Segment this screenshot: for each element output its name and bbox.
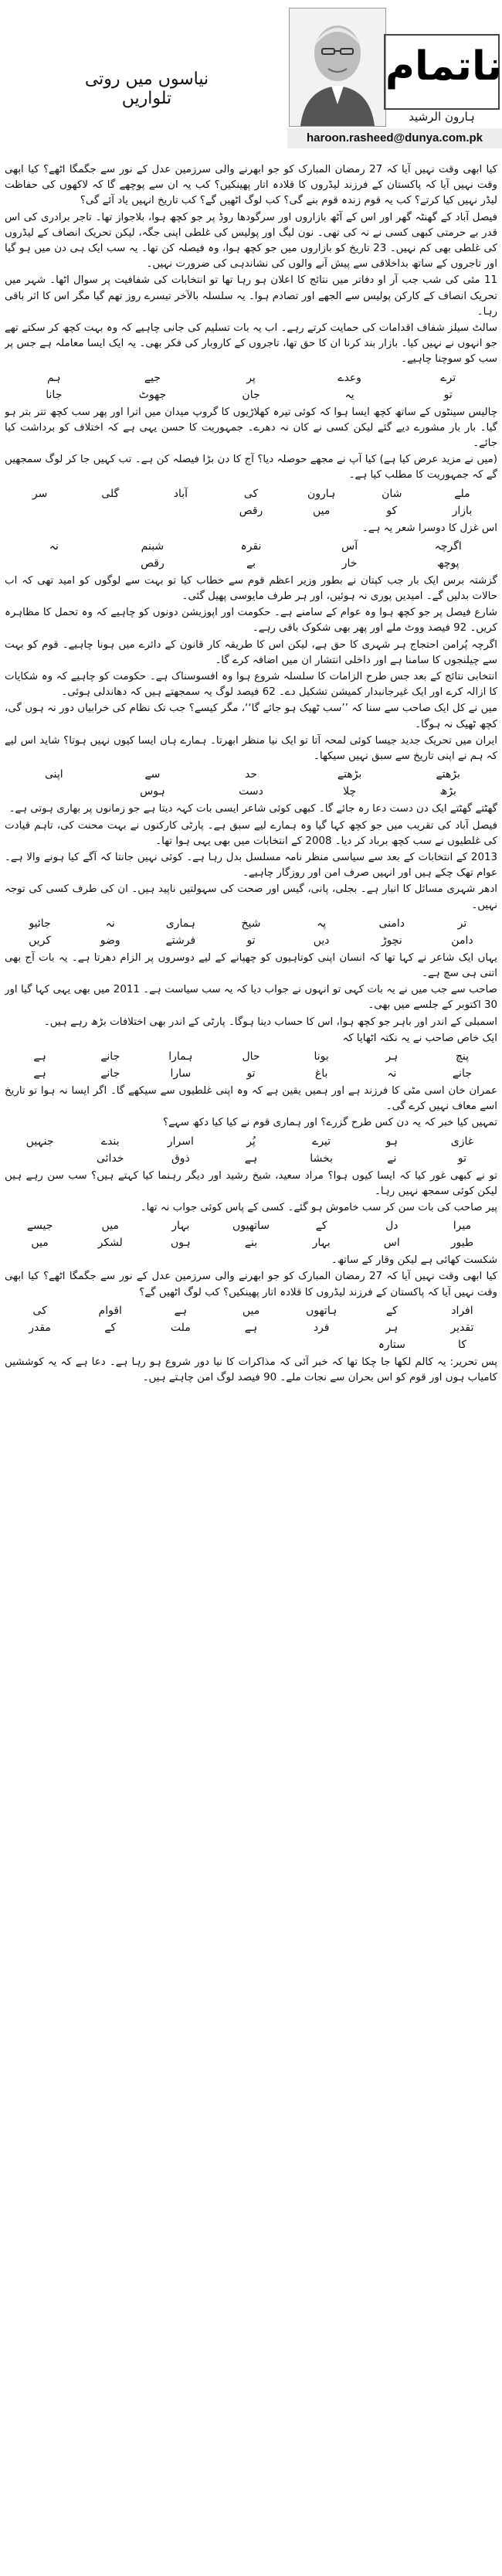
- verse-couplet: [5, 1133, 497, 1167]
- verse-word: میرا: [453, 1220, 472, 1233]
- verse-word: بہار: [171, 1220, 190, 1233]
- verse-word: ستارہ: [378, 1338, 405, 1351]
- verse-word: پوچھ: [436, 556, 460, 570]
- verse-word: ہوس: [140, 785, 165, 798]
- verse-word: نہ: [387, 1067, 397, 1080]
- verse-word: آس: [341, 539, 358, 553]
- verse-word: کی: [32, 1304, 47, 1317]
- verse-word: اسرار: [167, 1135, 194, 1148]
- verse-word: چلا: [343, 785, 357, 798]
- verse-word: میں: [312, 504, 331, 517]
- body-paragraph: شارع فیصل پر جو کچھ ہوا وہ عوام کے سامنے ہے۔ حکومت اور اپوزیشن دونوں کو چاہیے کہ وہ تحمل کا مظاہرہ کریں۔ 92 فیصد ووٹ ملے اور پھر بھی شکوک باقی رہے۔: [5, 607, 497, 635]
- verse-word: ہارون: [307, 487, 336, 500]
- body-paragraph: (میں نے مزید عرض کیا ہے) کیا آپ نے مجھے حوصلہ دیا؟ آج کا دن بڑا فیصلہ کن ہے۔ تب کہیں جا کر لوگ سمجھیں گے کہ جمہوریت کا مطلب کیا ہے۔: [5, 454, 497, 482]
- verse-word: جائیو: [29, 917, 51, 930]
- column-headline: نیاسوں میں روتی تلواریں: [84, 70, 209, 108]
- verse-word: اگرچہ: [434, 539, 462, 553]
- verse-word: بنے: [244, 1237, 258, 1250]
- verse-word: سارا: [170, 1067, 192, 1080]
- verse-word: آباد: [173, 487, 188, 500]
- verse-word: دامن: [451, 934, 473, 947]
- verse-word: بازار: [452, 504, 473, 517]
- verse-word: ہے: [33, 1050, 46, 1063]
- verse-word: میں: [101, 1220, 119, 1233]
- verse-word: دیں: [313, 934, 330, 947]
- body-paragraph: سالٹ سیلز شفاف اقدامات کی حمایت کرتے رہے۔ اب یہ بات تسلیم کی جانی چاہیے کہ وہ بہت کچھ کر سکتے تھے جو انہوں نے نہیں کیا۔ بازار بند کرنا ان کا حق تھا، تاجروں کے کاروبار کی فکر بھی۔ یہ ایک ایسا معاملہ ہے جس پر سب کو سوچنا چاہیے۔: [5, 322, 497, 366]
- verse-word: فرشتے: [165, 934, 196, 947]
- verse-word: ہے: [244, 1152, 258, 1165]
- author-email: haroon.rasheed@dunya.com.pk: [287, 128, 502, 148]
- verse-word: گلی: [101, 487, 120, 500]
- verse-word: جیے: [144, 371, 161, 384]
- verse-word: جان: [242, 388, 260, 401]
- verse-word: ہے: [33, 1067, 46, 1080]
- verse-word: شان: [382, 487, 402, 500]
- verse-word: لشکر: [97, 1237, 123, 1250]
- body-paragraph: تو نے کبھی غور کیا کہ ایسا کیوں ہوا؟ مراد سعید، شیخ رشید اور دیگر رہنما کیا کہتے ہیں؟ سب سن رہے ہیں لیکن کوئی سمجھ نہیں رہا۔: [5, 1169, 497, 1197]
- verse-word: تقدیر: [450, 1321, 474, 1334]
- verse-word: خدائی: [96, 1152, 124, 1165]
- author-portrait-icon: [290, 9, 385, 126]
- verse-word: تو: [457, 1152, 466, 1165]
- verse-word: ہم: [47, 371, 61, 384]
- verse-word: رقص: [141, 556, 165, 570]
- column-body: [5, 162, 497, 2576]
- body-paragraph: صاحب سے جب میں نے یہ بات کہی تو انہوں نے جواب دیا کہ یہ سب سیاست ہے۔ 2011 میں بھی یہی کہا گیا اور 30 اکتوبر کے جلسے میں بھی۔: [5, 984, 497, 1012]
- body-paragraph: ایران میں تحریک جدید جیسا کوئی لمحہ آتا تو ایک نیا منظر ابھرتا۔ ہمارے ہاں ایسا کیوں نہیں ہوتا؟ شاید اس لیے کہ ہم نے اپنی تاریخ سے سبق نہیں سیکھا۔: [5, 734, 497, 763]
- verse-word: ہاتھوں: [305, 1304, 337, 1317]
- verse-word: پنچ: [455, 1050, 470, 1063]
- verse-word: جانا: [46, 388, 63, 401]
- verse-word: کریں: [29, 934, 52, 947]
- verse-word: تو: [443, 388, 453, 401]
- verse-couplet: [5, 766, 497, 800]
- verse-couplet: [5, 1217, 497, 1251]
- verse-word: اقوام: [98, 1304, 122, 1317]
- verse-word: ہو: [385, 1135, 398, 1148]
- verse-word: دل: [385, 1220, 399, 1233]
- verse-word: اپنی: [44, 768, 63, 781]
- body-paragraph: انتخابی نتائج کے بعد جس طرح الزامات کا سلسلہ شروع ہوا وہ افسوسناک ہے۔ حکومت کو چاہیے کہ وہ شکایات کا ازالہ کرے اور ایک غیرجانبدار کمیشن تشکیل دے۔ 62 فیصد لوگ یہ سمجھتے ہیں کہ دھاندلی ہوئی۔: [5, 671, 497, 699]
- verse-couplet: [5, 485, 497, 519]
- body-paragraph: ایک خاص صاحب نے یہ نکتہ اٹھایا کہ: [342, 1032, 497, 1044]
- verse-couplet: [5, 1048, 497, 1082]
- verse-word: کا: [457, 1338, 466, 1351]
- verse-word: پہ: [317, 917, 327, 930]
- body-paragraph: میں نے کل ایک صاحب سے سنا کہ ’’سب ٹھیک ہو جائے گا‘‘، مگر کیسے؟ جب تک نظام کی خرابیاں دور نہ ہوں گی، کچھ ٹھیک نہ ہوگا۔: [5, 703, 497, 730]
- verse-word: غازی: [450, 1135, 474, 1148]
- verse-word: تو: [246, 1067, 256, 1080]
- verse-word: نہ: [105, 917, 115, 930]
- author-name: ہارون الرشید: [409, 110, 475, 124]
- verse-word: ہماری: [165, 917, 195, 930]
- verse-word: ہمارا: [168, 1050, 193, 1063]
- verse-word: ہر: [385, 1321, 399, 1334]
- verse-word: شبنم: [141, 539, 165, 553]
- verse-word: بندے: [100, 1135, 120, 1148]
- verse-word: سے: [144, 768, 161, 781]
- verse-word: حال: [242, 1050, 260, 1063]
- verse-word: میں: [31, 1237, 49, 1250]
- verse-word: کے: [315, 1220, 327, 1233]
- verse-word: اس: [383, 1237, 400, 1250]
- column-name: ناتمام: [385, 43, 502, 90]
- verse-word: نچوڑ: [381, 934, 402, 947]
- verse-word: بخشا: [310, 1152, 333, 1165]
- verse-word: پر: [246, 371, 256, 384]
- verse-word: باغ: [314, 1067, 328, 1080]
- verse-word: جانے: [100, 1050, 120, 1063]
- verse-word: نہ: [49, 539, 59, 553]
- verse-word: جنہیں: [25, 1135, 54, 1148]
- verse-word: افراد: [451, 1304, 473, 1317]
- verse-word: ملے: [454, 487, 470, 500]
- body-paragraph: فیصل آباد کے گھنٹہ گھر اور اس کے آٹھ بازاروں اور سرگودھا روڈ پر جو کچھ ہوا، بلاجواز تھا۔ تاجر برادری کی اس قدر بے حرمتی کبھی کسی نے نہ کی تھی۔ نون لیگ اور پولیس کی غلطی اپنی جگہ، لیکن تحریک انصاف کے لیڈروں کی غلطی بھی کم نہیں۔ 23 تاریخ کو بازاروں میں جو کچھ ہوا، وہ فیصلہ کن تھا۔ یہ سب ایک ہی دن میں ہو گیا اور تاجروں کے ساتھ بداخلاقی سے پیش آنے والوں کی نشاندہی کی ضرورت نہیں۔: [5, 211, 497, 271]
- body-paragraph: فیصل آباد کی تقریب میں جو کچھ کہا گیا وہ ہمارے لیے سبق ہے۔ پارٹی کارکنوں نے بہت محنت کی، تاہم قیادت کی غلطیوں نے سب کچھ برباد کر دیا۔ 2008 کے انتخابات میں بھی یہی ہوا تھا۔: [5, 819, 497, 847]
- body-paragraph: کیا ابھی وقت نہیں آیا کہ 27 رمضان المبارک کو جو ابھرنے والی سرزمین عدل کے نور سے جگمگا اٹھے؟ کیا ابھی وقت نہیں آیا کہ پاکستان کے فرزند لیڈروں کا قلادہ اتار پھینکیں؟ کب یہ ان سے پوچھے گا کہ لاکھوں کی حفاظت لیڈر نہیں کیا کرتے؟ کب یہ قوم زندہ قوم بنے گی؟ کب لوگ اٹھیں گے؟ کب تاریخ انہیں یاد آئے گی؟: [5, 164, 497, 207]
- verse-couplet: [5, 915, 497, 949]
- verse-word: تر: [457, 917, 467, 930]
- verse-word: بے: [246, 556, 256, 570]
- verse-word: طیور: [450, 1237, 474, 1250]
- verse-word: جانے: [100, 1067, 120, 1080]
- body-paragraph: یہاں ایک شاعر نے کہا تھا کہ انسان اپنی کوتاہیوں کو چھپانے کے لیے دوسروں پر الزام دھرتا ہے۔ یہ بات آج بھی اتنی ہی سچ ہے۔: [5, 951, 497, 979]
- verse-word: کو: [386, 504, 398, 517]
- body-paragraph: اسمبلی کے اندر اور باہر جو کچھ ہوا، اس کا حساب دینا ہوگا۔ پارٹی کے اندر بھی اختلافات بڑھ رہے ہیں۔: [43, 1016, 497, 1028]
- verse-word: جانے: [452, 1067, 472, 1080]
- verse-word: میں: [242, 1304, 260, 1317]
- body-paragraph: شکست کھائی ہے لیکن وقار کے ساتھ۔: [331, 1254, 497, 1267]
- verse-word: کے: [104, 1321, 117, 1334]
- body-paragraph: چالیس سینٹوں کے ساتھ کچھ ایسا ہوا کہ کوئی تیرہ کھلاڑیوں کا گروپ میدان میں اترا اور پھر سب کچھ تتر بتر ہو گیا۔ بار بار مشورے دیے گئے لیکن کسی نے کان نہ دھرے۔ جمہوریت کا حسن یہی ہے کہ اختلاف کو برداشت کیا جائے۔: [5, 406, 497, 450]
- verse-word: ہے: [174, 1304, 188, 1317]
- verse-word: یہ: [344, 388, 354, 401]
- verse-word: جیسے: [26, 1220, 53, 1233]
- verse-word: ہے: [244, 1321, 258, 1334]
- verse-word: ہوں: [171, 1237, 191, 1250]
- verse-word: ترے: [440, 371, 456, 384]
- verse-couplet: [5, 538, 497, 572]
- verse-word: ذوق: [171, 1152, 190, 1165]
- verse-word: تو: [246, 934, 256, 947]
- column-header: [0, 0, 502, 162]
- body-paragraph: پیر صاحب کی بات سن کر سب خاموش ہو گئے۔ کسی کے پاس کوئی جواب نہ تھا۔: [140, 1201, 497, 1213]
- verse-word: حد: [245, 768, 258, 781]
- body-paragraph: اگرچہ پُرامن احتجاج ہر شہری کا حق ہے، لیکن اس کا طریقہ کار قانون کے دائرے میں ہونا چاہیے۔ قوم کو بہت سے چیلنجوں کا سامنا ہے اور داخلی انتشار ان میں اضافہ کرے گا۔: [5, 638, 497, 666]
- body-paragraph: 11 مئی کی شب جب آر او دفاتر میں نتائج کا اعلان ہو رہا تھا تو انتخابات کی شفافیت پر سوال اٹھا۔ شہر میں تحریک انصاف کے کارکن پولیس سے الجھے اور تصادم ہوا۔ یہ سلسلہ بالآخر تیسرے روز تھم گیا مگر اس کا اثر باقی رہا۔: [5, 274, 497, 318]
- verse-word: رقص: [239, 504, 263, 517]
- author-photo: [289, 8, 386, 127]
- verse-word: ملت: [170, 1321, 191, 1334]
- verse-word: دامنی: [378, 917, 405, 930]
- body-paragraph: 2013 کے انتخابات کے بعد سے سیاسی منظر نامہ مسلسل بدل رہا ہے۔ کوئی نہیں جانتا کہ آگے کیا ہونے والا ہے۔ عوام تھک چکے ہیں اور انہیں صرف امن اور روزگار چاہیے۔: [5, 851, 497, 880]
- body-paragraph: پس تحریر: یہ کالم لکھا جا چکا تھا کہ خبر آئی کہ مذاکرات کا نیا دور شروع ہو رہا ہے۔ دعا ہے کہ یہ کوششیں کامیاب ہوں اور قوم کو اس بحران سے نجات ملے۔ 90 فیصد لوگ امن چاہتے ہیں۔: [5, 1356, 497, 1383]
- verse-word: بڑھ: [439, 785, 456, 798]
- body-paragraph: گھٹتے گھٹتے ایک دن دست دعا رہ جائے گا۔ کبھی کوئی شاعر ایسی بات کہہ دیتا ہے جو زمانوں پر بھاری ہوتی ہے۔: [8, 803, 497, 815]
- body-paragraph: گزشتہ برس ایک بار جب کپتان نے بطور وزیر اعظم قوم سے خطاب کیا تو بہت سے لوگوں کو امید تھی کہ اب حالات بدلیں گے۔ امیدیں پوری نہ ہوئیں، اور ہر طرف مایوسی پھیل گئی۔: [5, 574, 497, 603]
- verse-word: خار: [341, 556, 358, 570]
- verse-couplet: [5, 1302, 497, 1353]
- body-paragraph: عمران خان اسی مٹی کا فرزند ہے اور ہمیں یقین ہے کہ وہ اپنی غلطیوں سے سیکھے گا۔ اگر ایسا نہ ہوا تو تاریخ اسے معاف نہیں کرے گی۔: [5, 1084, 497, 1113]
- verse-word: بہار: [312, 1237, 331, 1250]
- verse-word: پُر: [246, 1135, 256, 1148]
- verse-word: دست: [239, 785, 263, 798]
- verse-word: نقرہ: [240, 539, 262, 553]
- body-paragraph: تمہیں کیا خبر کہ یہ دن کس طرح گزرے؟ اور ہماری قوم نے کیا کیا دکھ سہے؟: [162, 1117, 497, 1129]
- verse-couplet: [5, 369, 497, 403]
- verse-word: جھوٹ: [138, 388, 167, 401]
- verse-word: بڑھتے: [337, 768, 362, 781]
- body-paragraph: اس غزل کا دوسرا شعر یہ ہے۔: [361, 522, 497, 534]
- verse-word: سر: [32, 487, 48, 500]
- verse-word: نے: [387, 1152, 397, 1165]
- verse-word: فرد: [313, 1321, 330, 1334]
- verse-word: کے: [385, 1304, 398, 1317]
- body-paragraph: کیا ابھی وقت نہیں آیا کہ 27 رمضان المبارک کو جو ابھرنے والی سرزمین عدل کے نور سے جگمگا اٹھے؟ کیا ابھی وقت نہیں آیا کہ پاکستان کے فرزند لیڈروں کا قلادہ اتار پھینکیں؟ کب لوگ اٹھیں گے؟: [5, 1271, 497, 1298]
- verse-word: کی: [243, 487, 259, 500]
- verse-word: وضو: [100, 934, 120, 947]
- verse-word: وعدے: [337, 371, 361, 384]
- verse-word: ہر: [385, 1050, 399, 1063]
- verse-word: ساتھیوں: [232, 1220, 270, 1233]
- verse-word: مقدر: [29, 1321, 51, 1334]
- verse-word: بڑھتے: [436, 768, 460, 781]
- verse-word: تیرے: [312, 1135, 331, 1148]
- verse-word: شیخ: [241, 917, 261, 930]
- verse-word: بونا: [314, 1050, 329, 1063]
- body-paragraph: ادھر شہری مسائل کا انبار ہے۔ بجلی، پانی، گیس اور صحت کی سہولتیں ناپید ہیں۔ ان کی طرف کسی کی توجہ نہیں۔: [5, 883, 497, 911]
